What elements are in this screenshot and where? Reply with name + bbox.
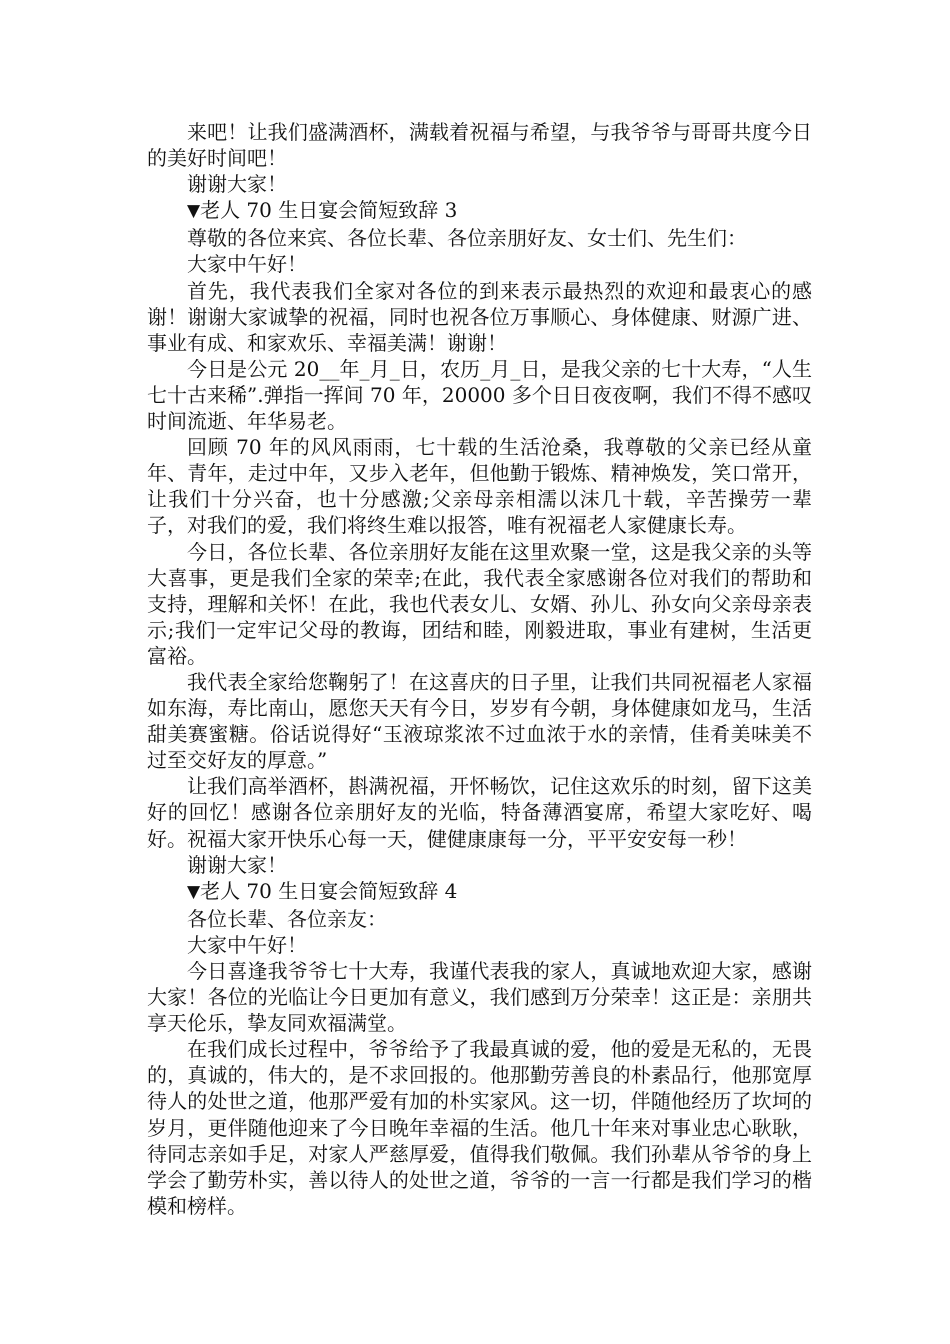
paragraph: 今日喜逢我爷爷七十大寿，我谨代表我的家人，真诚地欢迎大家，感谢大家！各位的光临让今日更加有意义，我们感到万分荣幸！这正是：亲朋共享天伦乐，挚友同欢福满堂。	[147, 959, 812, 1036]
paragraph: 谢谢大家！	[187, 852, 287, 877]
paragraph: 我代表全家给您鞠躬了！在这喜庆的日子里，让我们共同祝福老人家福如东海，寿比南山，愿您天天有今日，岁岁有今朝，身体健康如龙马，生活甜美赛蜜糖。俗话说得好“玉液琼浆浓不过血浓于水的亲情，佳肴美味美不过至交好友的厚意。”	[147, 669, 812, 773]
triangle-down-icon: ▼	[187, 201, 201, 222]
paragraph: 在我们成长过程中，爷爷给予了我最真诚的爱，他的爱是无私的，无畏的，真诚的，伟大的，是不求回报的。他那勤劳善良的朴素品行，他那宽厚待人的处世之道，他那严爱有加的朴实家风。这一切，伴随他经历了坎坷的岁月，更伴随他迎来了今日晚年幸福的生活。他几十年来对事业忠心耿耿，待同志亲如手足，对家人严慈厚爱，值得我们敬佩。我们孙辈从爷爷的身上学会了勤劳朴实，善以待人的处世之道，爷爷的一言一行都是我们学习的楷模和榜样。	[147, 1037, 812, 1218]
paragraph: 回顾 70 年的风风雨雨，七十载的生活沧桑，我尊敬的父亲已经从童年、青年，走过中年，又步入老年，但他勤于锻炼、精神焕发，笑口常开，让我们十分兴奋，也十分感激;父亲母亲相濡以沫几十载，辛苦操劳一辈子，对我们的爱，我们将终生难以报答，唯有祝福老人家健康长寿。	[147, 435, 812, 538]
paragraph: 今日，各位长辈、各位亲朋好友能在这里欢聚一堂，这是我父亲的头等大喜事，更是我们全家的荣幸;在此，我代表全家感谢各位对我们的帮助和支持，理解和关怀！在此，我也代表女儿、女婿、孙儿、孙女向父亲母亲表示;我们一定牢记父母的教诲，团结和睦，刚毅进取，事业有建树，生活更富裕。	[147, 539, 812, 668]
document-body	[147, 119, 812, 1219]
paragraph: 大家中午好！	[187, 252, 307, 277]
paragraph: 来吧！让我们盛满酒杯，满载着祝福与希望，与我爷爷与哥哥共度今日的美好时间吧！	[147, 120, 812, 171]
section-heading-4	[147, 878, 812, 906]
paragraph: 首先，我代表我们全家对各位的到来表示最热烈的欢迎和最衷心的感谢！谢谢大家诚挚的祝福，同时也祝各位万事顺心、身体健康、财源广进、事业有成、和家欢乐、幸福美满！谢谢！	[147, 278, 812, 355]
paragraph: 让我们高举酒杯，斟满祝福，开怀畅饮，记住这欢乐的时刻，留下这美好的回忆！感谢各位亲朋好友的光临，特备薄酒宴席，希望大家吃好、喝好。祝福大家开快乐心每一天，健健康康每一分，平平安安每一秒！	[147, 774, 812, 851]
paragraph: 各位长辈、各位亲友：	[187, 906, 387, 931]
paragraph: 今日是公元 20__年_月_日，农历_月_日，是我父亲的七十大寿，“人生七十古来稀”.弹指一挥间 70 年，20000 多个日日夜夜啊，我们不得不感叹时间流逝、年华易老。	[147, 356, 812, 434]
paragraph: 谢谢大家！	[187, 172, 287, 197]
paragraph: 尊敬的各位来宾、各位长辈、各位亲朋好友、女士们、先生们：	[187, 226, 747, 251]
section-heading-text: 老人 70 生日宴会简短致辞 3	[200, 198, 458, 223]
section-heading-text: 老人 70 生日宴会简短致辞 4	[200, 878, 458, 903]
section-heading-3	[147, 197, 812, 225]
triangle-down-icon: ▼	[187, 881, 201, 902]
paragraph: 大家中午好！	[187, 932, 307, 957]
